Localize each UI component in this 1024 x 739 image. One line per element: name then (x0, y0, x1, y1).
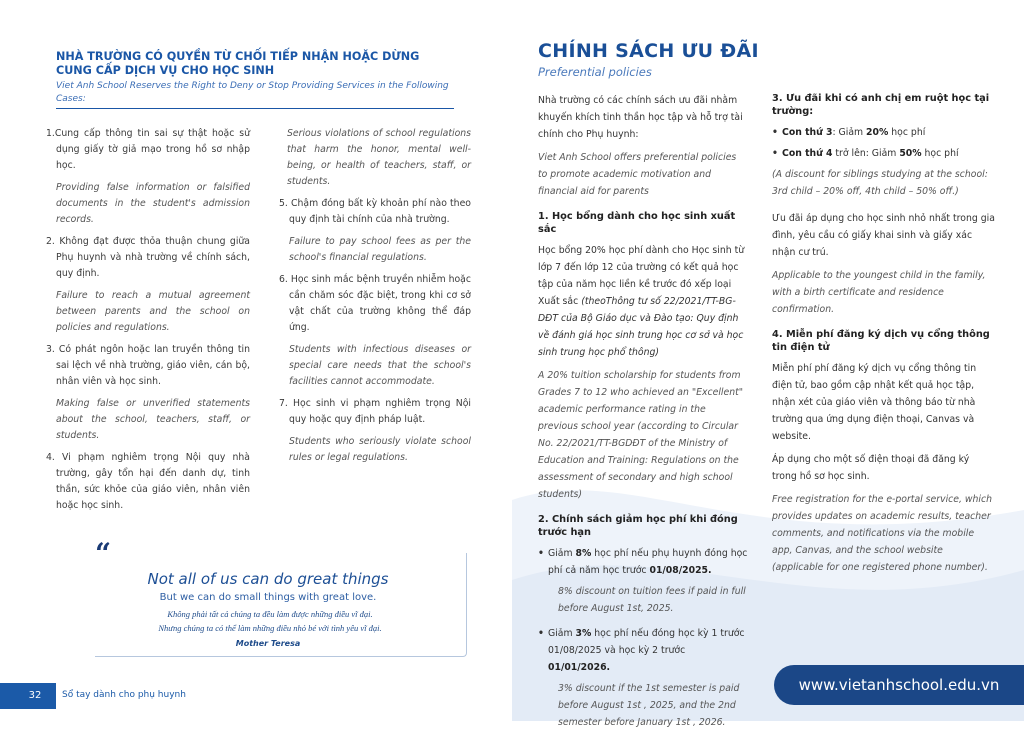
bullet-text: học phí (888, 127, 926, 138)
section-4-en: Free registration for the e-portal service, which provides updates on academic results, teacher comments, and notifications via the mobile app, Canvas, and the school website (applicable for one registered phone number). (772, 494, 992, 573)
bullet-date: 01/01/2026. (548, 662, 611, 673)
section-4-vi-2: Áp dụng cho một số điện thoại đã đăng ký trong hồ sơ học sinh. (772, 454, 970, 482)
sibling-bullet-1 (772, 124, 996, 141)
bullet-text: Giảm (548, 628, 576, 639)
intro-vi: Nhà trường có các chính sách ưu đãi nhằm khuyến khích tinh thần học tập và hỗ trợ tài chính cho Phụ huynh: (538, 95, 743, 140)
bullet-label: Con thứ 4 (782, 148, 833, 159)
website-link[interactable]: www.vietanhschool.edu.vn (798, 676, 1000, 694)
list-item (46, 450, 250, 514)
bullet-percent: 8% (575, 548, 592, 559)
section-1-en: A 20% tuition scholarship for students from Grades 7 to 12 who achieved an "Excellent" academic performance rating in the previous school year (according to Circular No. 22/2021/TT-BGDĐT of the Ministry of Education and Training: Regulations on the assessment of secondary and high school students) (538, 370, 744, 500)
bullet-date: 01/08/2025. (649, 565, 712, 576)
left-page (0, 0, 512, 721)
bullet-percent: 20% (866, 127, 889, 138)
right-column-2 (772, 92, 996, 586)
list-item (279, 196, 471, 266)
left-column-2 (279, 126, 471, 472)
item-text-en: Making false or unverified statements about the school, teachers, staff, or students. (56, 398, 250, 441)
bullet-percent: 3% (575, 628, 592, 639)
bullet-text: học phí nếu phụ huynh đóng học phí cả năm học trước (548, 548, 748, 576)
page-subtitle: Preferential policies (538, 65, 652, 79)
item-text-en: Serious violations of school regulations that harm the honor, mental well-being, or health of teachers, staff, or students. (287, 128, 471, 187)
item-text-vi: 1.Cung cấp thông tin sai sự thật hoặc sử dụng giấy tờ giả mạo trong hồ sơ nhập học. (46, 128, 250, 171)
section-3-heading: 3. Ưu đãi khi có anh chị em ruột học tại trường: (772, 93, 990, 117)
section-1-vi: Học bổng 20% học phí dành cho Học sinh từ lớp 7 đến lớp 12 của trường có kết quả học tập của năm học liền kề trước đó xếp loại Xuất sắc (538, 245, 745, 307)
bullet-text: : Giảm (832, 127, 867, 138)
bullet-label: Con thứ 3 (782, 127, 833, 138)
sibling-bullet-2 (772, 145, 996, 162)
item-text-en: Failure to pay school fees as per the school's financial regulations. (289, 236, 471, 263)
quote-sub: But we can do small things with great love. (159, 592, 377, 603)
item-text-en: Students who seriously violate school rules or legal regulations. (289, 436, 471, 463)
list-item (46, 234, 250, 336)
quote-vi-line-1: Không phải tất cả chúng ta đều làm được những điều vĩ đại. (167, 609, 373, 619)
list-item (279, 272, 471, 390)
page-number: 32 (28, 690, 42, 701)
item-text-vi: 6. Học sinh mắc bệnh truyền nhiễm hoặc cần chăm sóc đặc biệt, trong khi cơ sở vật chất của trường không thể đáp ứng. (279, 274, 471, 333)
discount-bullet-2-en: 3% discount if the 1st semester is paid before August 1st , 2025, and the 2nd semester before January 1st , 2026. (558, 683, 740, 728)
section-1-text (538, 242, 748, 361)
title-divider (56, 108, 454, 109)
section-3-en-2: Applicable to the youngest child in the family, with a birth certificate and residence confirmation. (772, 270, 986, 315)
list-item (46, 342, 250, 444)
right-column-1 (538, 92, 748, 739)
section-2-heading: 2. Chính sách giảm học phí khi đóng trước hạn (538, 514, 738, 538)
item-text-vi: 2. Không đạt được thỏa thuận chung giữa Phụ huynh và nhà trường về chính sách, quy định. (46, 236, 250, 279)
item-text-vi: 4. Vi phạm nghiêm trọng Nội quy nhà trường, gây tổn hại đến danh dự, tinh thần, sức khỏe của giáo viên, nhân viên hoặc học sinh. (46, 452, 250, 511)
list-item (46, 126, 250, 228)
discount-bullet-1 (538, 545, 748, 579)
item-text-vi: 5. Chậm đóng bất kỳ khoản phí nào theo quy định tài chính của nhà trường. (279, 198, 471, 225)
section-3-vi-2: Ưu đãi áp dụng cho học sinh nhỏ nhất trong gia đình, yêu cầu có giấy khai sinh và giấy xác nhận cư trú. (772, 213, 995, 258)
section-4-heading: 4. Miễn phí đăng ký dịch vụ cổng thông tin điện tử (772, 329, 990, 353)
quote-mark-icon: “ (95, 537, 112, 570)
item-text-en: Students with infectious diseases or special care needs that the school's facilities cannot accommodate. (289, 344, 471, 387)
bullet-text: Giảm (548, 548, 576, 559)
intro-en: Viet Anh School offers preferential policies to promote academic motivation and financial aid for parents (538, 152, 737, 197)
list-item (279, 396, 471, 466)
section-3-en: (A discount for siblings studying at the school: 3rd child – 20% off, 4th child – 50% off.) (772, 169, 988, 197)
section-1-heading: 1. Học bổng dành cho học sinh xuất sắc (538, 211, 736, 235)
quote-main: Not all of us can do great things (147, 570, 389, 588)
page-title: CHÍNH SÁCH ƯU ĐÃI (538, 40, 759, 62)
quote-author: Mother Teresa (235, 639, 301, 648)
item-text-en: Providing false information or falsified documents in the student's admission records. (56, 182, 250, 225)
item-text-en: Failure to reach a mutual agreement between parents and the school on policies and regulations. (56, 290, 250, 333)
discount-bullet-1-en: 8% discount on tuition fees if paid in full before August 1st, 2025. (558, 586, 746, 614)
quote-vi-line-2: Nhưng chúng ta có thể làm những điều nhỏ bé với tình yêu vĩ đại. (158, 623, 382, 633)
section-4-vi: Miễn phí phí đăng ký dịch vụ cổng thông tin điện tử, bao gồm cập nhật kết quả học tập, nhận xét của giáo viên và thông báo từ nhà trường qua ứng dụng điện thoại, Canvas và website. (772, 363, 977, 442)
section-subtitle: Viet Anh School Reserves the Right to Deny or Stop Providing Services in the Following Cases: (56, 81, 449, 104)
section-title: NHÀ TRƯỜNG CÓ QUYỀN TỪ CHỐI TIẾP NHẬN HOẶC DỪNG CUNG CẤP DỊCH VỤ CHO HỌC SINH (56, 50, 420, 77)
bullet-text: học phí (921, 148, 959, 159)
bullet-text: học phí nếu đóng học kỳ 1 trước 01/08/2025 và học kỳ 2 trước (548, 628, 745, 656)
item-text-vi: 7. Học sinh vi phạm nghiêm trọng Nội quy hoặc quy định pháp luật. (279, 398, 471, 425)
item-text-vi: 3. Có phát ngôn hoặc lan truyền thông tin sai lệch về nhà trường, giáo viên, cán bộ, nhân viên và học sinh. (46, 344, 250, 387)
section-1-vi-note: (theoThông tư số 22/2021/TT-BG-DĐT của Bộ Giáo dục và Đào tạo: Quy định về đánh giá học sinh trung học cơ sở và học sinh trung học phổ thông) (538, 296, 744, 358)
bullet-percent: 50% (899, 148, 922, 159)
right-page (512, 0, 1024, 728)
discount-bullet-2 (538, 625, 748, 676)
left-column-1 (46, 126, 250, 520)
bullet-text: trở lên: Giảm (832, 148, 900, 159)
footer-label: Sổ tay dành cho phụ huynh (62, 690, 186, 700)
